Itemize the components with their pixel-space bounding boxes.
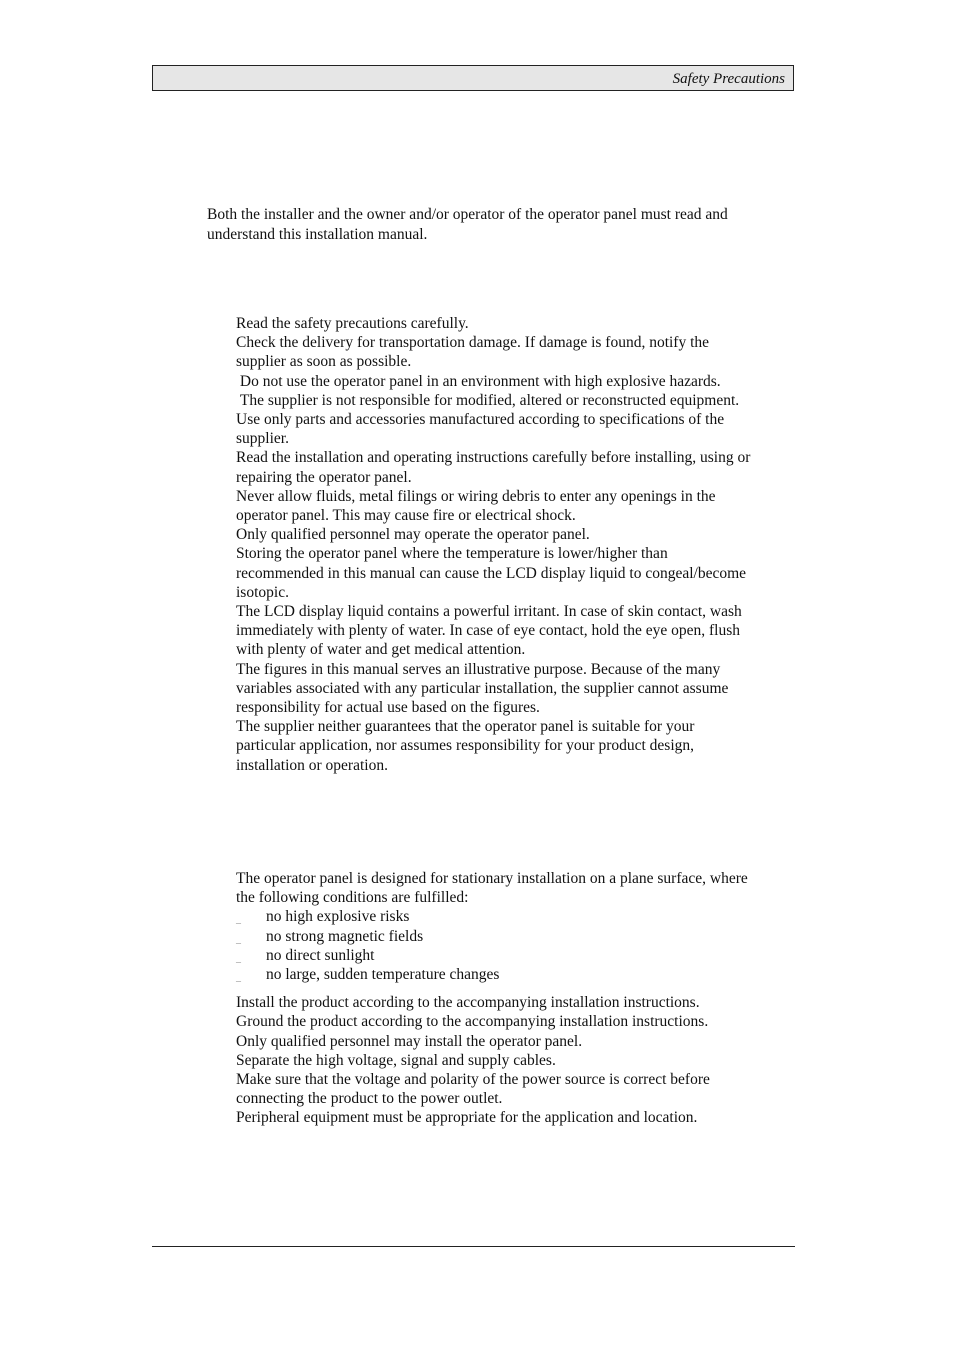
condition-item (236, 927, 756, 949)
conditions-list (236, 907, 756, 988)
precaution-item: The figures in this manual serves an illustrative purpose. Because of the many variables associated with any particular installation, the supplier cannot assume responsibility for actual use based on the figures. (236, 660, 729, 717)
installation-intro: The operator panel is designed for stationary installation on a plane surface, where the following conditions are fulfilled: (236, 870, 748, 907)
intro-paragraph: Both the installer and the owner and/or operator of the operator panel must read and understand this installation manual. (207, 206, 728, 243)
precaution-item: The LCD display liquid contains a powerful irritant. In case of skin contact, wash immediately with plenty of water. In case of eye contact, hold the eye open, flush with plenty of water and get medical attention. (236, 603, 742, 659)
precaution-item: Check the delivery for transportation damage. If damage is found, notify the supplier as soon as possible. (236, 334, 710, 371)
condition-item (236, 907, 756, 930)
installation-section (236, 869, 756, 1128)
precaution-item: Never allow fluids, metal filings or wiring debris to enter any openings in the operator panel. This may cause fire or electrical shock. (236, 487, 716, 525)
dash-marker: – (236, 918, 241, 930)
condition-text: no direct sunlight (266, 946, 375, 964)
header-title: Safety Precautions (672, 71, 785, 87)
condition-text: no strong magnetic fields (266, 927, 424, 945)
installation-item: Make sure that the voltage and polarity of the power source is correct before connecting the product to the power outlet. (236, 1071, 710, 1108)
precaution-item: The supplier is not responsible for modified, altered or reconstructed equipment. (236, 391, 740, 409)
condition-item (236, 946, 756, 968)
dash-marker: – (236, 937, 241, 949)
installation-item: Ground the product according to the accompanying installation instructions. (236, 1013, 709, 1031)
precaution-item: Do not use the operator panel in an environment with high explosive hazards. (236, 372, 721, 390)
installation-item: Peripheral equipment must be appropriate for the application and location. (236, 1109, 698, 1127)
condition-text: no large, sudden temperature changes (266, 966, 500, 984)
precaution-item: The supplier neither guarantees that the operator panel is suitable for your particular application, nor assumes responsibility for your product design, installation or operation. (236, 718, 695, 774)
installation-item: Separate the high voltage, signal and supply cables. (236, 1051, 556, 1069)
general-precautions (236, 314, 756, 775)
precaution-item: Read the installation and operating instructions carefully before installing, using or repairing the operator panel. (236, 449, 751, 486)
dash-marker: – (236, 956, 241, 968)
condition-text: no high explosive risks (266, 908, 410, 926)
precaution-item: Only qualified personnel may operate the operator panel. (236, 526, 590, 544)
precaution-item: Use only parts and accessories manufactured according to specifications of the supplier. (236, 411, 725, 448)
page-header (152, 65, 794, 91)
precaution-item: Read the safety precautions carefully. (236, 315, 469, 332)
precaution-item: Storing the operator panel where the temperature is lower/higher than recommended in this manual can cause the LCD display liquid to congeal/become isotopic. (236, 545, 747, 601)
installation-item: Only qualified personnel may install the operator panel. (236, 1032, 583, 1050)
footer-rule (152, 1246, 795, 1247)
dash-marker: – (236, 976, 241, 988)
condition-item (236, 965, 756, 988)
installation-item: Install the product according to the accompanying installation instructions. (236, 994, 700, 1012)
